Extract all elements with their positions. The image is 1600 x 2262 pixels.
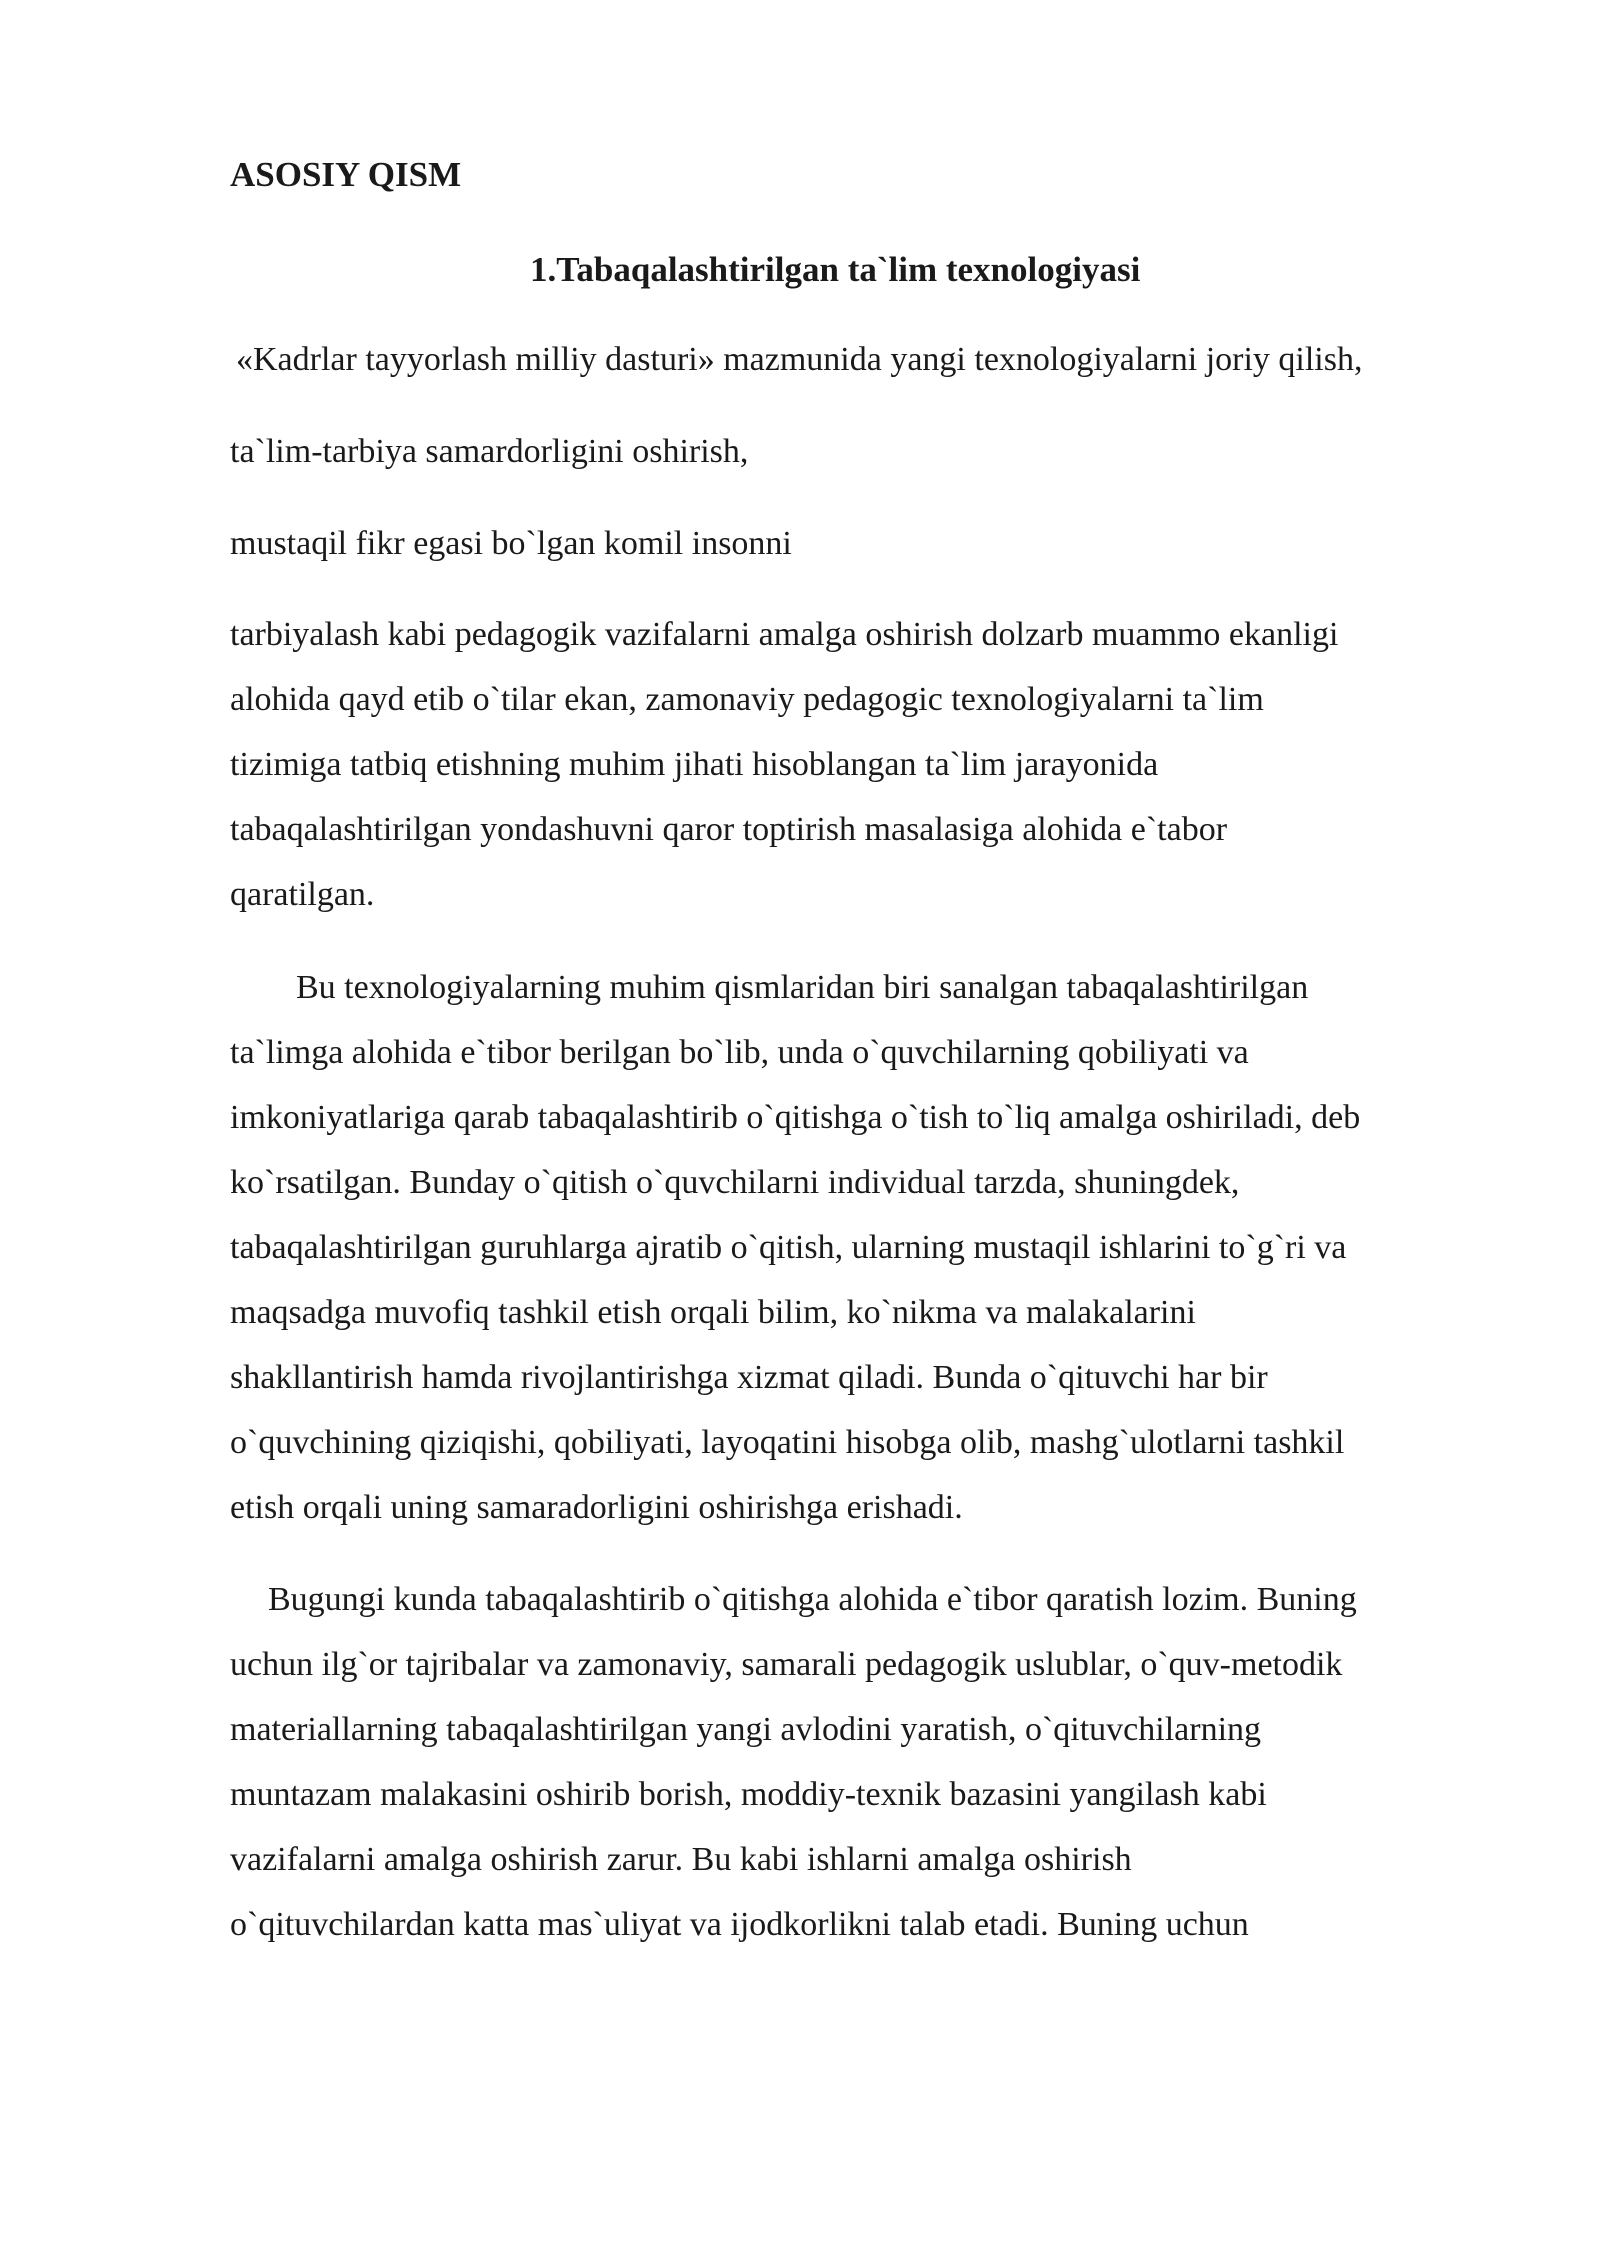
paragraph1-line: alohida qayd etib o`tilar ekan, zamonaviy pedagogic texnologiyalarni ta`lim bbox=[230, 681, 1264, 718]
paragraph3-line: muntazam malakasini oshirib borish, moddiy-texnik bazasini yangilash kabi bbox=[230, 1776, 1267, 1813]
paragraph3-line: materiallarning tabaqalashtirilgan yangi avlodini yaratish, o`qituvchilarning bbox=[230, 1711, 1262, 1748]
paragraph2-line: etish orqali uning samaradorligini oshirishga erishadi. bbox=[230, 1489, 963, 1526]
paragraph2-line: ko`rsatilgan. Bunday o`qitish o`quvchilarni individual tarzda, shuningdek, bbox=[230, 1164, 1240, 1201]
paragraph2-line: tabaqalashtirilgan guruhlarga ajratib o`qitish, ularning mustaqil ishlarini to`g`ri va bbox=[230, 1229, 1347, 1266]
paragraph1-line: tabaqalashtirilgan yondashuvni qaror toptirish masalasiga alohida e`tabor bbox=[230, 811, 1228, 848]
paragraph3-line: Bugungi kunda tabaqalashtirib o`qitishga alohida e`tibor qaratish lozim. Buning bbox=[268, 1581, 1357, 1618]
paragraph1-line: qaratilgan. bbox=[230, 876, 375, 913]
paragraph3-line: o`qituvchilardan katta mas`uliyat va ijodkorlikni talab etadi. Buning uchun bbox=[230, 1906, 1249, 1943]
paragraph2-line: Bu texnologiyalarning muhim qismlaridan biri sanalgan tabaqalashtirilgan bbox=[296, 969, 1309, 1006]
paragraph1-line: tizimiga tatbiq etishning muhim jihati hisoblangan ta`lim jarayonida bbox=[230, 746, 1159, 783]
paragraph2-line: shakllantirish hamda rivojlantirishga xizmat qiladi. Bunda o`qituvchi har bir bbox=[230, 1359, 1268, 1396]
paragraph1-line: tarbiyalash kabi pedagogik vazifalarni amalga oshirish dolzarb muammo ekanligi bbox=[230, 616, 1339, 653]
intro-line: «Kadrlar tayyorlash milliy dasturi» mazmunida yangi texnologiyalarni joriy qilish, bbox=[236, 341, 1363, 378]
intro-line: mustaqil fikr egasi bo`lgan komil insonni bbox=[230, 525, 792, 562]
intro-line: ta`lim-tarbiya samardorligini oshirish, bbox=[230, 433, 749, 470]
section-title: 1.Tabaqalashtirilgan ta`lim texnologiyasi bbox=[530, 250, 1141, 289]
paragraph2-line: maqsadga muvofiq tashkil etish orqali bilim, ko`nikma va malakalarini bbox=[230, 1294, 1196, 1331]
paragraph2-line: o`quvchining qiziqishi, qobiliyati, layoqatini hisobga olib, mashg`ulotlarni tashkil bbox=[230, 1424, 1345, 1461]
paragraph3-line: vazifalarni amalga oshirish zarur. Bu kabi ishlarni amalga oshirish bbox=[230, 1841, 1132, 1878]
paragraph3-line: uchun ilg`or tajribalar va zamonaviy, samarali pedagogik uslublar, o`quv-metodik bbox=[230, 1646, 1343, 1683]
paragraph2-line: imkoniyatlariga qarab tabaqalashtirib o`qitishga o`tish to`liq amalga oshiriladi, deb bbox=[230, 1099, 1361, 1136]
page-heading: ASOSIY QISM bbox=[230, 155, 462, 194]
paragraph2-line: ta`limga alohida e`tibor berilgan bo`lib, unda o`quvchilarning qobiliyati va bbox=[230, 1034, 1249, 1071]
